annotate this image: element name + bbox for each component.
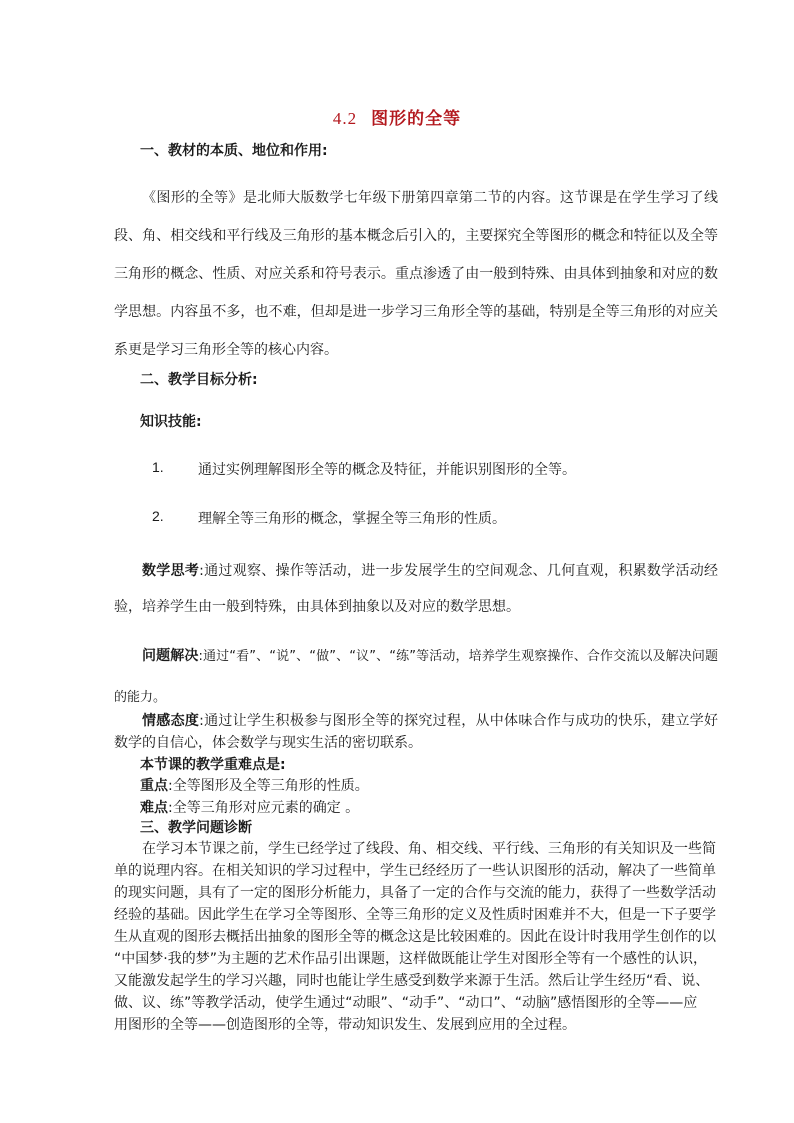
section3-heading: 三、教学问题诊断 (140, 820, 252, 836)
key-point (140, 775, 369, 795)
page-title (0, 104, 794, 129)
text-line: 做、议、练”等教学活动，使学生通过“动眼”、“动手”、“动口”、“动脑”感悟图形的全等——应 (114, 995, 698, 1011)
attitude-paragraph (114, 710, 718, 754)
key-heading: 本节课的教学重难点是: (140, 757, 286, 773)
text-line: 单的说理内容。在相关知识的学习过程中，学生已经经历了一些认识图形的活动，解决了一些简单 (114, 863, 716, 879)
difficult-point (140, 797, 359, 817)
title-number: 4.2 (332, 109, 358, 128)
list-text: 理解全等三角形的概念，掌握全等三角形的性质。 (198, 511, 506, 527)
section2-heading: 二、教学目标分析: (140, 372, 258, 388)
difficult-label: 难点 (140, 800, 168, 816)
section3-paragraph (114, 838, 718, 1036)
section1-paragraph: 《图形的全等》是北师大版数学七年级下册第四章第二节的内容。这节课是在学生学习了线段、角、相交线和平行线及三角形的基本概念后引入的，主要探究全等图形的概念和特征以及全等三角形的概念、性质、对应关系和符号表示。重点渗透了由一般到特殊、由具体到抽象和对应的数学思想。内容虽不多，也不难，但却是进一步学习三角形全等的基础，特别是全等三角形的对应关系更是学习三角形全等的核心内容。 (114, 190, 718, 358)
text-line: 经验的基础。因此学生在学习全等图形、全等三角形的定义及性质时困难并不大，但是一下子要学 (114, 907, 716, 923)
text-line: 在学习本节课之前，学生已经学过了线段、角、相交线、平行线、三角形的有关知识及一些简 (142, 841, 716, 857)
problem-label: 问题解决 (142, 648, 199, 664)
problem-paragraph (114, 636, 718, 718)
key-label: 重点 (140, 778, 168, 794)
list-text: 通过实例理解图形全等的概念及特征，并能识别图形的全等。 (198, 462, 576, 478)
thinking-text: :通过观察、操作等活动，进一步发展学生的空间观念、几何直观，积累数学活动经验，培养学生由一般到特殊，由具体到抽象以及对应的数学思想。 (114, 563, 719, 615)
list-number: 1. (152, 459, 164, 475)
attitude-text: :通过让学生积极参与图形全等的探究过程，从中体味合作与成功的快乐，建立学好数学的自信心，体会数学与现实生活的密切联系。 (114, 713, 719, 751)
text-line: 生从直观的图形去概括出抽象的图形全等的概念这是比较困难的。因此在设计时我用学生创作的以 (114, 929, 716, 945)
key-text: :全等图形及全等三角形的性质。 (168, 778, 369, 794)
text-line: 又能激发起学生的学习兴趣，同时也能让学生感受到数学来源于生活。然后让学生经历“看、说、 (114, 973, 710, 989)
text-line: “中国梦·我的梦”为主题的艺术作品引出课题，这样做既能让学生对图形全等有一个感性的认识， (114, 951, 707, 967)
skills-heading: 知识技能: (140, 414, 202, 430)
section1-heading: 一、教材的本质、地位和作用: (140, 143, 328, 159)
list-number: 2. (152, 508, 164, 524)
attitude-label: 情感态度 (142, 713, 200, 729)
thinking-paragraph (114, 553, 718, 625)
thinking-label: 数学思考 (142, 563, 200, 579)
problem-text: :通过“看”、“说”、“做”、“议”、“练”等活动，培养学生观察操作、合作交流以及解决问题的能力。 (114, 649, 719, 705)
text-line: 的现实问题，具有了一定的图形分析能力，具备了一定的合作与交流的能力，获得了一些数学活动 (114, 885, 716, 901)
text-line: 用图形的全等——创造图形的全等，带动知识发生、发展到应用的全过程。 (114, 1017, 576, 1033)
difficult-text: :全等三角形对应元素的确定 。 (168, 800, 360, 816)
title-text: 图形的全等 (371, 109, 462, 129)
